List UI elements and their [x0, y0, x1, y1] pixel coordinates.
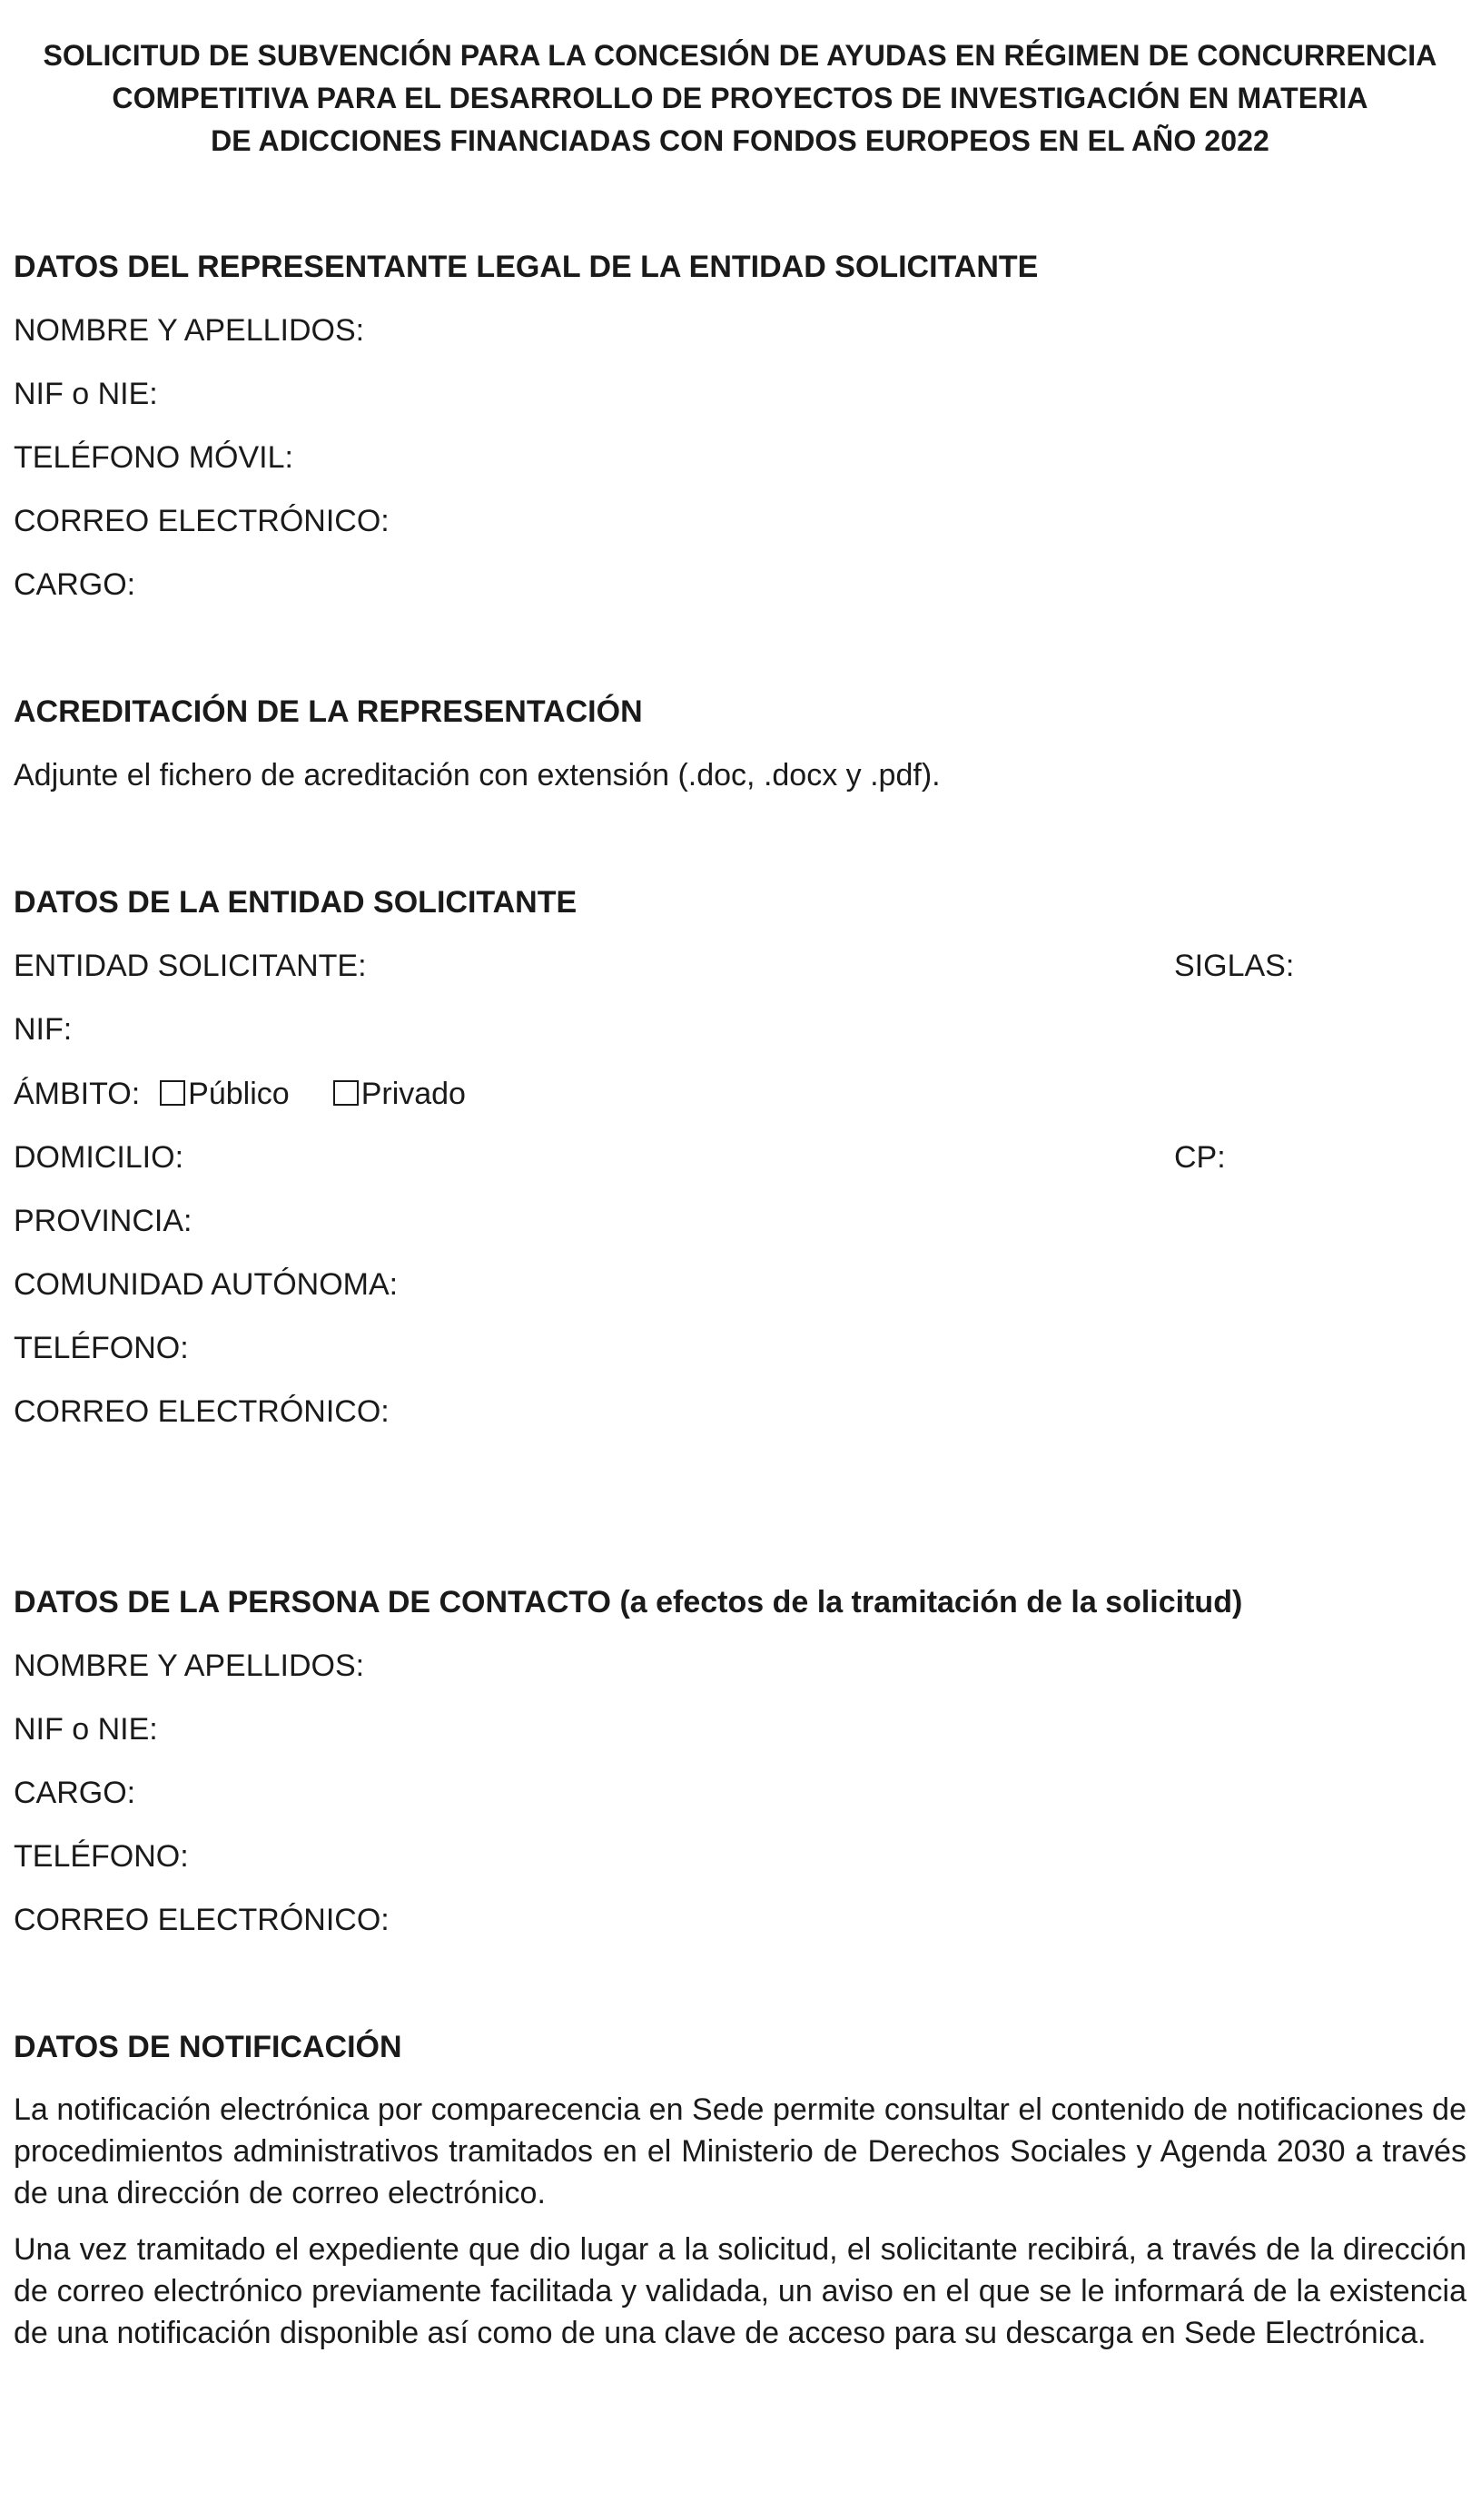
field-entidad-nombre[interactable]: ENTIDAD SOLICITANTE: — [14, 949, 367, 983]
field-rep-nif[interactable]: NIF o NIE: — [14, 377, 158, 411]
checkbox-privado-icon[interactable] — [333, 1080, 359, 1106]
field-contacto-cargo[interactable]: CARGO: — [14, 1776, 136, 1810]
field-contacto-telefono[interactable]: TELÉFONO: — [14, 1839, 189, 1874]
title-line-2: COMPETITIVA PARA EL DESARROLLO DE PROYECTOS DE INVESTIGACIÓN EN MATERIA — [112, 82, 1368, 114]
section-heading-acreditacion: ACREDITACIÓN DE LA REPRESENTACIÓN — [14, 694, 643, 729]
field-rep-correo[interactable]: CORREO ELECTRÓNICO: — [14, 504, 390, 538]
field-rep-telefono[interactable]: TELÉFONO MÓVIL: — [14, 440, 293, 475]
notificacion-paragraph-2: Una vez tramitado el expediente que dio lugar a la solicitud, el solicitante recibirá, a través de la dirección de correo electrónico previamente facilitada y validada, un aviso en el que se le informará de la existencia de una notificación disponible así como de una clave de acceso para su descarga en Sede Electrónica. — [14, 2232, 1466, 2350]
checkbox-publico-icon[interactable] — [160, 1080, 185, 1106]
field-entidad-ambito — [14, 1074, 466, 1114]
field-entidad-provincia[interactable]: PROVINCIA: — [14, 1204, 193, 1238]
field-entidad-comunidad[interactable]: COMUNIDAD AUTÓNOMA: — [14, 1267, 399, 1302]
field-contacto-nif[interactable]: NIF o NIE: — [14, 1712, 158, 1747]
field-entidad-siglas[interactable]: SIGLAS: — [1174, 949, 1295, 983]
field-entidad-correo[interactable]: CORREO ELECTRÓNICO: — [14, 1394, 390, 1429]
section-heading-representante: DATOS DEL REPRESENTANTE LEGAL DE LA ENTIDAD SOLICITANTE — [14, 250, 1039, 284]
ambito-label: ÁMBITO: — [14, 1077, 141, 1111]
field-contacto-correo[interactable]: CORREO ELECTRÓNICO: — [14, 1903, 390, 1937]
checkbox-privado-label: Privado — [360, 1077, 466, 1111]
field-entidad-domicilio[interactable]: DOMICILIO: — [14, 1140, 184, 1175]
notificacion-paragraph-1: La notificación electrónica por comparecencia en Sede permite consultar el contenido de notificaciones de procedimientos administrativos tramitados en el Ministerio de Derechos Sociales y Agenda 2030 a través de una dirección de correo electrónico. — [14, 2092, 1466, 2210]
section-heading-contacto: DATOS DE LA PERSONA DE CONTACTO (a efectos de la tramitación de la solicitud) — [14, 1585, 1243, 1619]
field-rep-nombre[interactable]: NOMBRE Y APELLIDOS: — [14, 313, 365, 348]
acreditacion-instructions: Adjunte el fichero de acreditación con extensión (.doc, .docx y .pdf). — [14, 758, 941, 792]
field-entidad-cp[interactable]: CP: — [1174, 1140, 1226, 1175]
field-contacto-nombre[interactable]: NOMBRE Y APELLIDOS: — [14, 1649, 365, 1683]
field-entidad-telefono[interactable]: TELÉFONO: — [14, 1331, 189, 1365]
checkbox-ambito-publico[interactable] — [160, 1074, 290, 1114]
section-heading-entidad: DATOS DE LA ENTIDAD SOLICITANTE — [14, 885, 578, 920]
field-entidad-nif[interactable]: NIF: — [14, 1012, 73, 1047]
document-title — [18, 34, 1462, 162]
checkbox-ambito-privado[interactable] — [333, 1074, 466, 1114]
section-heading-notificacion: DATOS DE NOTIFICACIÓN — [14, 2030, 402, 2064]
checkbox-publico-label: Público — [188, 1077, 290, 1111]
title-line-1: SOLICITUD DE SUBVENCIÓN PARA LA CONCESIÓN DE AYUDAS EN RÉGIMEN DE CONCURRENCIA — [43, 39, 1437, 72]
field-rep-cargo[interactable]: CARGO: — [14, 567, 136, 602]
title-line-3: DE ADICCIONES FINANCIADAS CON FONDOS EUROPEOS EN EL AÑO 2022 — [211, 124, 1269, 157]
